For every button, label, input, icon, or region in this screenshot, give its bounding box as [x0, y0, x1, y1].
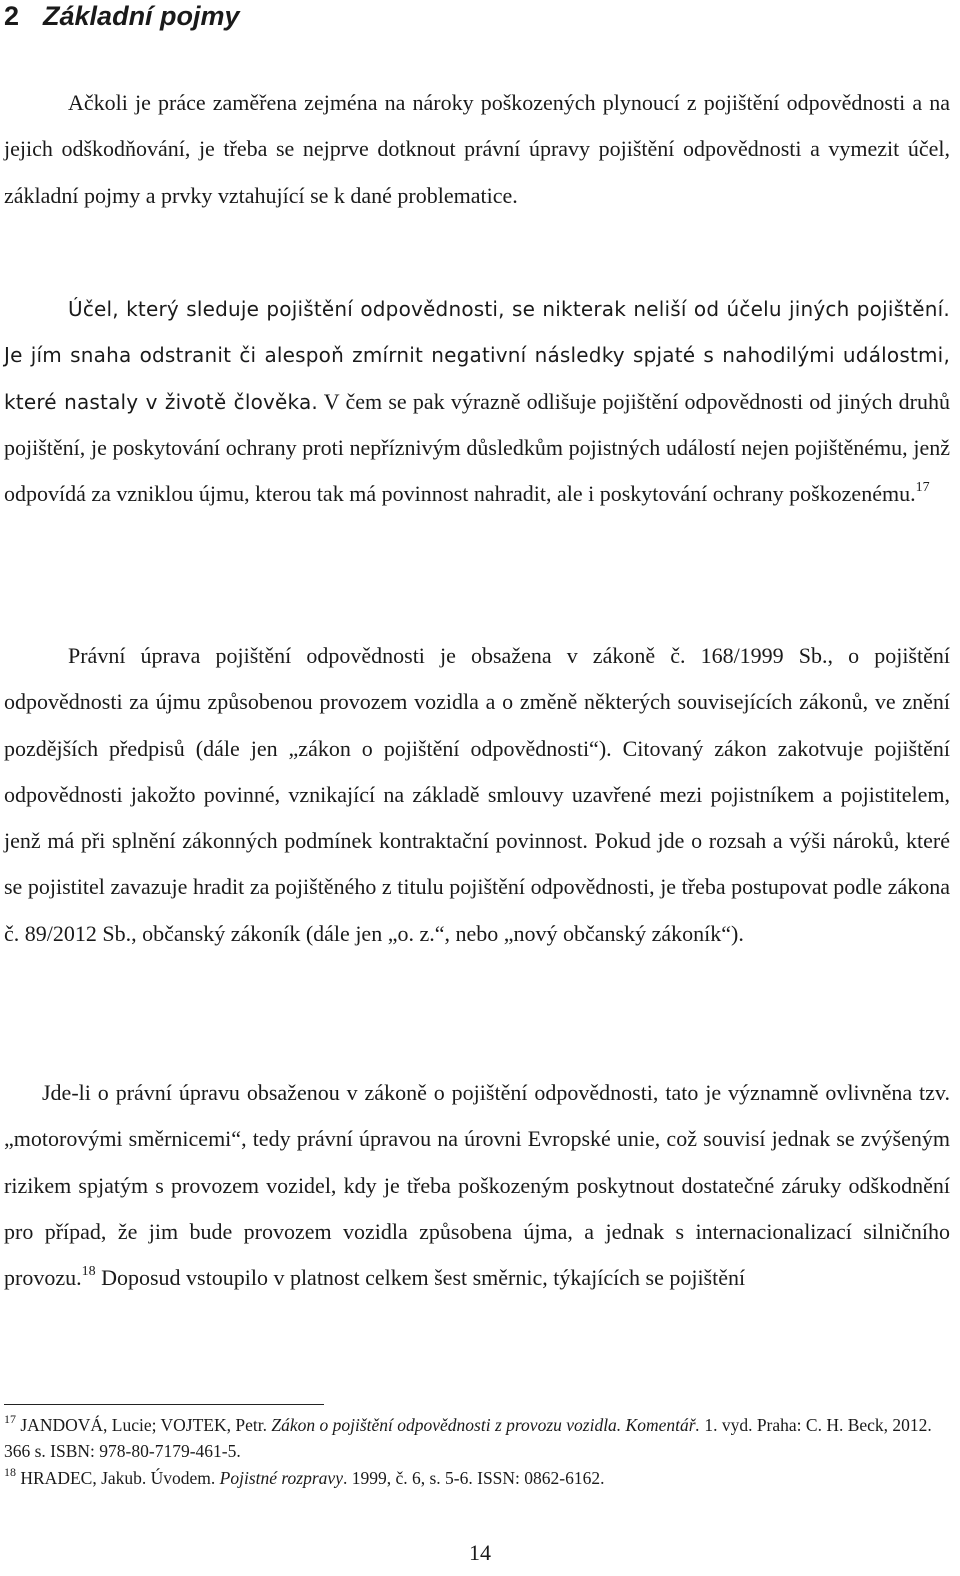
footnote-divider	[4, 1404, 324, 1405]
footnote-18	[4, 1465, 950, 1491]
footnote-authors: JANDOVÁ, Lucie; VOJTEK, Petr.	[16, 1415, 272, 1435]
footnote-17	[4, 1412, 950, 1464]
page-number: 14	[469, 1540, 491, 1565]
paragraph-intro	[4, 80, 950, 219]
paragraph-purpose-text: V čem se pak výrazně odlišuje pojištění odpovědnosti od jiných druhů pojištění, je poskytování ochrany proti nepříznivým důsledkům pojistných událostí nejen pojištěnému, jenž odpovídá za vzniklou újmu, kterou tak má povinnost nahradit, ale i poskytování ochrany poškozenému.	[4, 388, 951, 507]
paragraph-purpose	[4, 286, 950, 517]
paragraph-legal	[4, 633, 950, 957]
paragraph-intro-text: Ačkoli je práce zaměřena zejména na nároky poškozených plynoucí z pojištění odpovědnosti a na jejich odškodňování, je třeba se nejprve dotknout právní úpravy pojištění odpovědnosti a vymezit účel, základní pojmy a prvky vztahující se k dané problematice.	[4, 90, 950, 208]
footnote-number: 17	[4, 1412, 16, 1426]
paragraph-directives-text-b: Doposud vstoupilo v platnost celkem šest směrnic, týkajících se pojištění	[95, 1265, 746, 1291]
footnote-number: 18	[4, 1465, 16, 1479]
paragraph-legal-text: Právní úprava pojištění odpovědnosti je obsažena v zákoně č. 168/1999 Sb., o pojištění odpovědnosti za újmu způsobenou provozem vozidla a o změně některých souvisejících zákonů, ve znění pozdějších předpisů (dále jen „zákon o pojištění odpovědnosti“). Citovaný zákon zakotvuje pojištění odpovědnosti jakožto povinné, vznikající na základě smlouvy uzavřené mezi pojistníkem a pojistitelem, jenž má při splnění zákonných podmínek kontraktační povinnost. Pokud jde o rozsah a výši nároků, které se pojistitel zavazuje hradit za pojištěného z titulu pojištění odpovědnosti, je třeba postupovat podle zákona č. 89/2012 Sb., občanský zákoník (dále jen „o. z.“, nebo „nový občanský zákoník“).	[4, 643, 950, 946]
paragraph-directives	[4, 1070, 950, 1301]
footnote-details: . 1999, č. 6, s. 5-6. ISSN: 0862-6162.	[342, 1468, 605, 1488]
footnote-details: 1. vyd. Praha: C. H. Beck, 2012. 366 s. ISBN: 978-80-7179-461-5.	[4, 1415, 932, 1461]
section-title: Základní pojmy	[43, 1, 240, 31]
footnote-authors: HRADEC, Jakub. Úvodem.	[16, 1468, 220, 1488]
footnote-title: Zákon o pojištění odpovědnosti z provozu vozidla. Komentář.	[271, 1415, 700, 1435]
footnote-ref-18[interactable]: 18	[81, 1264, 96, 1280]
section-number: 2	[4, 1, 20, 31]
paragraph-purpose-text-sans: Účel, který sleduje pojištění odpovědnosti, se nikterak neliší od účelu jiných pojištění. Je jím snaha odstranit či alespoň zmírnit negativní následky spjaté s nahodilými událostmi, které nastaly v životě člověka.	[4, 297, 950, 414]
paragraph-directives-text-a: Jde-li o právní úpravu obsaženou v zákoně o pojištění odpovědnosti, tato je významně ovlivněna tzv. „motorovými směrnicemi“, tedy právní úpravou na úrovni Evropské unie, což souvisí jednak se zvýšeným rizikem spjatým s provozem vozidel, kdy je třeba poškozeným poskytnout dostatečné záruky odškodnění pro případ, že jim bude provozem vozidla způsobena újma, a jednak s internacionalizací silničního provozu.	[4, 1080, 950, 1291]
section-heading	[4, 0, 240, 32]
footnote-ref-17[interactable]: 17	[915, 480, 930, 496]
footnote-title: Pojistné rozpravy	[219, 1468, 343, 1488]
